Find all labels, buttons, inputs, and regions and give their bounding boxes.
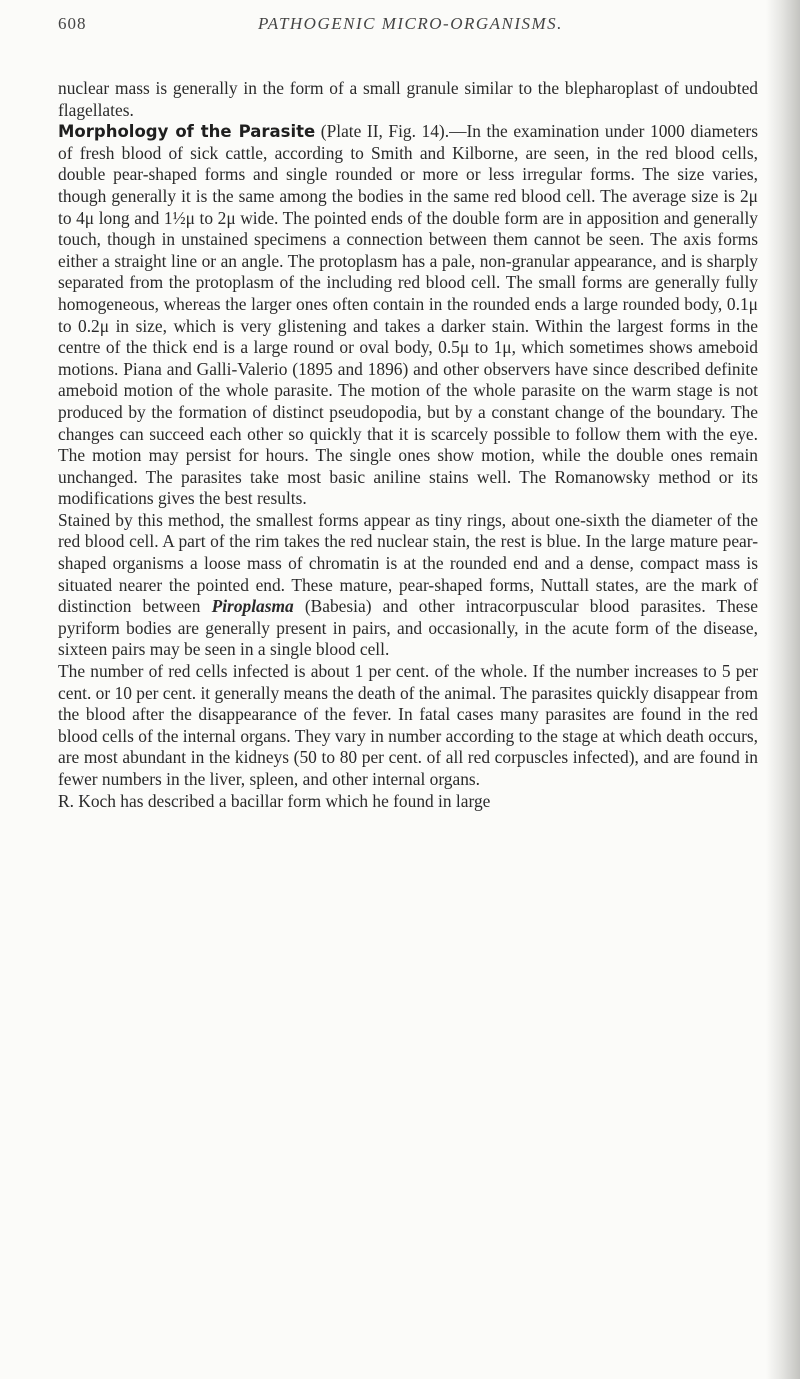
paragraph-text: The number of red cells infected is about 1 per cent. of the whole. If the number increases to 5 per cent. or 10 per cent. it generally means the death of the animal. The parasites quickly disappear from the blood after the disappearance of the fever. In fatal cases many parasites are found in the red blood cells of the internal organs. They vary in number according to the stage at which death occurs, are most abundant in the kidneys (50 to 80 per cent. of all red corpuscles infected), and are found in fewer numbers in the liver, spleen, and other internal organs. — [58, 661, 758, 789]
paragraph-text: Stained by this method, the smallest forms appear as tiny rings, about one-sixth the diameter of the red blood cell. A part of the rim takes the red nuclear stain, the rest is blue. In the large mature pear-shaped organisms a loose mass of chromatin is at the rounded end and a dense, compact mass is situated nearer the pointed end. These mature, pear-shaped forms, Nuttall states, are the mark of distinction between — [58, 509, 758, 617]
page-edge-shadow — [766, 0, 800, 1379]
paragraph-infection-count — [58, 661, 758, 791]
paragraph-text: nuclear mass is generally in the form of a small granule similar to the blepharoplast of undoubted flagellates. — [58, 78, 758, 120]
paragraph-text: R. Koch has described a bacillar form which he found in large — [58, 790, 491, 811]
running-head — [58, 14, 758, 36]
section-heading: Morphology of the Parasite — [58, 122, 316, 142]
running-head-title: PATHOGENIC MICRO-ORGANISMS. — [258, 14, 563, 33]
paragraph-text: (Babesia) and other intracorpuscular blood parasites. These pyriform bodies are generally present in pairs, and occasionally, in the acute form of the disease, sixteen pairs may be seen in a single blood cell. — [58, 596, 758, 660]
page-number: 608 — [58, 14, 87, 33]
paragraph-morphology — [58, 121, 758, 510]
body-text — [58, 78, 758, 812]
paragraph-text: (Plate II, Fig. 14).—In the examination under 1000 diameters of fresh blood of sick cattle, according to Smith and Kilborne, are seen, in the red blood cells, double pear-shaped forms and single rounded or more or less irregular forms. The size varies, though generally it is the same among the bodies in the same red blood cell. The average size is 2μ to 4μ long and 1½μ to 2μ wide. The pointed ends of the double form are in apposition and generally touch, though in unstained specimens a connection between them cannot be seen. The axis forms either a straight line or an angle. The protoplasm has a pale, non-granular appearance, and is sharply separated from the protoplasm of the including red blood cell. The small forms are generally fully homogeneous, whereas the larger ones often contain in the rounded ends a large rounded body, 0.1μ to 0.2μ in size, which is very glistening and takes a darker stain. Within the largest forms in the centre of the thick end is a large round or oval body, 0.5μ to 1μ, which sometimes shows ameboid motions. Piana and Galli-Valerio (1895 and 1896) and other observers have since described definite ameboid motion of the whole parasite. The motion of the whole parasite on the warm stage is not produced by the formation of distinct pseudopodia, but by a constant change of the boundary. The changes can succeed each other so quickly that it is scarcely possible to follow them with the eye. The motion may persist for hours. The single ones show motion, while the double ones remain unchanged. The parasites take most basic aniline stains well. The Romanowsky method or its modifications gives the best results. — [58, 121, 758, 509]
paragraph-staining — [58, 510, 758, 661]
italic-term: Piroplasma — [211, 596, 294, 617]
paragraph-continuation — [58, 78, 758, 121]
paragraph-koch — [58, 791, 758, 813]
